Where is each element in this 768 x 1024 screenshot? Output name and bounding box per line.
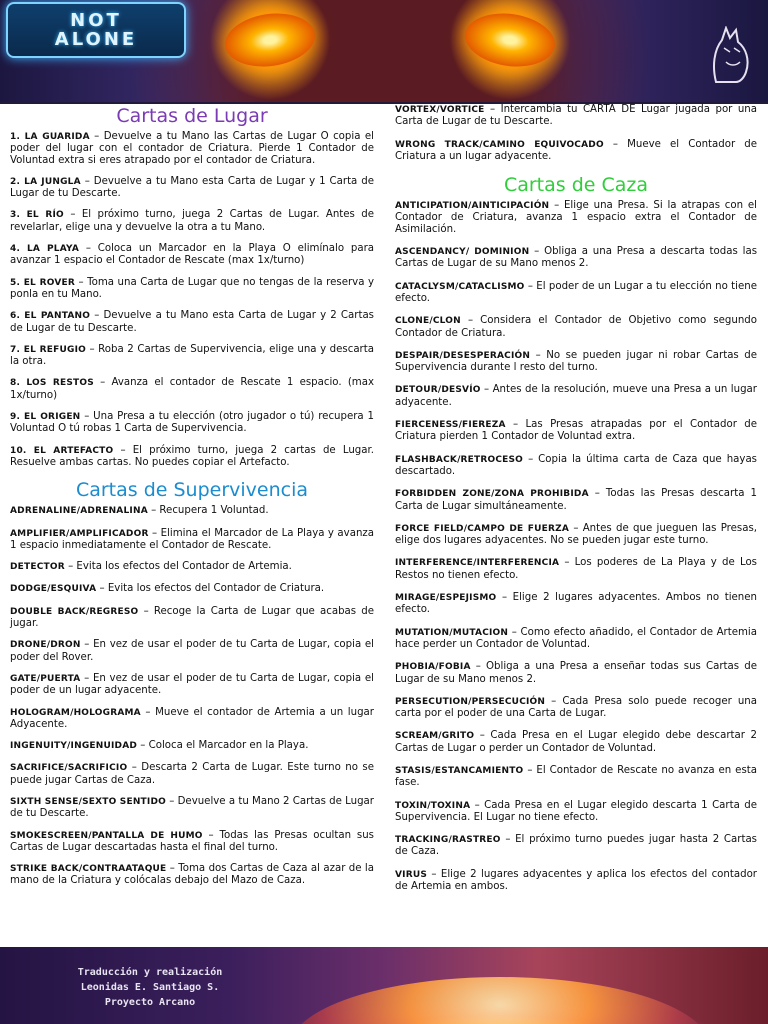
card-name: ADRENALINE/ADRENALINA: [10, 506, 148, 517]
card-entry: [395, 800, 757, 824]
card-entry: [395, 730, 757, 754]
card-name: DODGE/ESQUIVA: [10, 584, 97, 595]
section-title-supervivencia: Cartas de Supervivencia: [75, 479, 309, 502]
game-logo: [6, 2, 186, 58]
card-effect: – Antes de la resolución, mueve una Presa a un lugar adyacente.: [395, 384, 757, 408]
card-name: ASCENDANCY/ DOMINION: [395, 247, 530, 258]
card-name: MUTATION/MUTACION: [395, 627, 509, 638]
credits-line-3: Proyecto Arcano: [104, 997, 196, 1008]
card-entry: [10, 740, 374, 752]
card-name: INTERFERENCE/INTERFERENCIA: [395, 558, 560, 569]
card-effect: – Todas las Presas ocultan sus Cartas de Lugar descartadas hasta el final del turno.: [10, 829, 374, 853]
card-entry: [10, 606, 374, 630]
footer-banner: [0, 947, 768, 1024]
card-name: TRACKING/RASTREO: [395, 835, 501, 846]
card-effect: – Toma dos Cartas de Caza al azar de la mano de la Criatura y colócalas debajo del Mazo de Caza.: [10, 863, 375, 887]
card-name: SCREAM/GRITO: [395, 731, 475, 742]
card-entry: [395, 765, 757, 789]
card-name: CLONE/CLON: [395, 316, 461, 327]
card-entry: [395, 200, 757, 235]
card-name: PHOBIA/FOBIA: [395, 662, 471, 673]
card-name: GATE/PUERTA: [10, 673, 81, 684]
card-name: 2. LA JUNGLA: [10, 176, 81, 187]
card-name: 5. EL ROVER: [10, 277, 75, 288]
card-entry: [10, 528, 374, 552]
card-entry: [10, 377, 374, 401]
header-banner: [0, 0, 768, 104]
card-entry: [395, 454, 757, 478]
card-effect: – Elige 2 lugares adyacentes. Ambos no tienen efecto.: [395, 592, 757, 616]
card-entry: [395, 523, 757, 547]
card-entry: [395, 315, 757, 339]
card-effect: – Recupera 1 Voluntad.: [147, 505, 269, 517]
card-entry: [10, 762, 374, 786]
card-entry: [10, 344, 374, 368]
card-name: DESPAIR/DESESPERACIÓN: [395, 350, 531, 361]
supervivencia-list: [10, 505, 374, 887]
card-entry: [10, 583, 374, 595]
card-effect: – Mueve el contador de Artemia a un lugar Adyacente.: [10, 706, 374, 730]
card-effect: – Roba 2 Cartas de Supervivencia, elige una y descarta la otra.: [10, 343, 374, 368]
card-effect: – Obliga a una Presa a enseñar todas sus Cartas de Lugar de su Mano menos 2.: [395, 661, 757, 685]
card-effect: – Cada Presa en el Lugar elegido descarta 1 Carta de Supervivencia. El Lugar no tiene efecto.: [395, 799, 757, 823]
credits-line-2: Leonidas E. Santiago S.: [80, 982, 220, 993]
card-entry: [10, 673, 374, 697]
card-effect: – El poder de un Lugar a tu elección no tiene efecto.: [395, 280, 757, 304]
card-name: AMPLIFIER/AMPLIFICADOR: [10, 528, 149, 539]
card-name: 8. LOS RESTOS: [10, 378, 94, 389]
card-entry: [10, 310, 374, 334]
credits-line-1: Traducción y realización: [77, 967, 223, 978]
card-name: SACRIFICE/SACRIFICIO: [10, 763, 128, 774]
card-effect: – Descarta 2 Carta de Lugar. Este turno no se puede jugar Cartas de Caza.: [10, 762, 374, 786]
card-effect: – Cada Presa solo puede recoger una carta por el poder de una Carta de Lugar.: [395, 695, 757, 720]
card-effect: – El Contador de Rescate no avanza en esta fase.: [395, 764, 757, 789]
card-effect: – Devuelve a tu Mano las Cartas de Lugar O copia el poder del lugar con el contador de Criatura. Pierde 1 Contador de Voluntad extra si eres atrapado por el contador de Criatura.: [10, 131, 374, 166]
card-effect: – Como efecto añadido, el Contador de Artemia hace perder un Contador de Voluntad.: [395, 626, 757, 650]
card-effect: – Obliga a una Presa a descarta todas las Cartas de Lugar de su Mano menos 2.: [395, 246, 758, 270]
card-entry: [10, 131, 374, 166]
card-entry: [10, 445, 374, 469]
card-effect: – Una Presa a tu elección (otro jugador o tú) recupera 1 Voluntad O tú robas 1 Carta de Supervivencia.: [10, 411, 374, 435]
card-name: FORCE FIELD/CAMPO DE FUERZA: [395, 523, 570, 534]
card-name: DETECTOR: [10, 562, 65, 573]
card-name: VORTEX/VORTICE: [395, 105, 485, 115]
card-name: INGENUITY/INGENUIDAD: [10, 741, 138, 752]
card-entry: [395, 104, 757, 128]
card-name: FORBIDDEN ZONE/ZONA PROHIBIDA: [395, 489, 589, 500]
card-entry: [10, 830, 374, 854]
card-effect: – No se pueden jugar ni robar Cartas de Supervivencia durante l resto del turno.: [395, 349, 757, 374]
card-entry: [395, 661, 757, 685]
card-effect: – Coloca el Marcador en la Playa.: [137, 740, 309, 752]
card-entry: [395, 350, 757, 374]
logo-line-2: ALONE: [54, 29, 138, 50]
right-column: [395, 104, 757, 903]
card-effect: – Elige una Presa. Si la atrapas con el Contador de Criatura, avanza 1 espacio extra el Contador de Asimilación.: [395, 200, 757, 235]
card-effect: – Evita los efectos del Contador de Artemia.: [64, 561, 292, 573]
card-effect: – Las Presas atrapadas por el Contador de Criatura pierden 1 Contador de Voluntad extra.: [395, 419, 757, 443]
card-name: DOUBLE BACK/REGRESO: [10, 606, 139, 617]
card-entry: [395, 834, 757, 858]
card-name: 6. EL PANTANO: [10, 311, 91, 322]
card-name: CATACLYSM/CATACLISMO: [395, 281, 525, 292]
card-effect: – Toma una Carta de Lugar que no tengas de la reserva y ponla en tu Mano.: [10, 276, 374, 300]
card-name: 10. EL ARTEFACTO: [10, 445, 114, 456]
card-entry: [395, 419, 757, 443]
card-effect: – Cada Presa en el Lugar elegido debe descartar 2 Cartas de Lugar o perder un Contador de Voluntad.: [395, 730, 757, 754]
card-effect: – Devuelve a tu Mano esta Carta de Lugar y 2 Cartas de Lugar de tu Descarte.: [10, 310, 374, 334]
card-entry: [395, 246, 757, 270]
card-name: MIRAGE/ESPEJISMO: [395, 593, 497, 604]
card-name: ANTICIPATION/AINTICIPACIÓN: [395, 201, 550, 212]
card-entry: [395, 627, 757, 651]
logo-line-1: NOT: [70, 10, 122, 31]
card-entry: [395, 557, 757, 581]
card-entry: [10, 796, 374, 820]
card-name: STRIKE BACK/CONTRAATAQUE: [10, 864, 167, 875]
card-effect: – En vez de usar el poder de tu Carta de Lugar, copia el poder del Rover.: [10, 639, 374, 663]
card-entry: [10, 561, 374, 573]
card-entry: [10, 243, 374, 267]
card-name: STASIS/ESTANCAMIENTO: [395, 765, 524, 776]
card-name: SMOKESCREEN/PANTALLA DE HUMO: [10, 830, 203, 841]
card-effect: – Elige 2 lugares adyacentes y aplica los efectos del contador de Artemia en ambos.: [395, 868, 757, 893]
card-entry: [10, 277, 374, 301]
wolf-emblem-icon: [706, 26, 754, 84]
creature-eye-left: [222, 8, 318, 72]
card-effect: – Coloca un Marcador en la Playa O elimínalo para avanzar 1 espacio el Contador de Rescate (max 1x/turno): [10, 243, 375, 267]
card-effect: – El próximo turno puedes jugar hasta 2 Cartas de Caza.: [395, 834, 757, 858]
card-effect: – Los poderes de La Playa y de Los Restos no tienen efecto.: [395, 557, 757, 581]
planet-graphic: [290, 977, 710, 1024]
lugar-list: [10, 131, 374, 468]
card-entry: [10, 707, 374, 731]
card-name: FLASHBACK/RETROCESO: [395, 454, 524, 465]
card-name: TOXIN/TOXINA: [395, 800, 471, 811]
card-entry: [395, 869, 757, 893]
card-entry: [10, 411, 374, 435]
card-entry: [395, 281, 757, 305]
card-effect: – Avanza el contador de Rescate 1 espacio. (max 1x/turno): [10, 377, 374, 401]
card-entry: [10, 176, 374, 200]
card-name: PERSECUTION/PERSECUCIÓN: [395, 696, 546, 707]
card-effect: – Recoge la Carta de Lugar que acabas de jugar.: [10, 605, 374, 630]
left-column: [10, 104, 374, 897]
card-name: WRONG TRACK/CAMINO EQUIVOCADO: [395, 139, 604, 150]
card-name: 7. EL REFUGIO: [10, 344, 86, 355]
card-entry: [395, 488, 757, 512]
card-name: VIRUS: [395, 869, 428, 880]
card-name: DRONE/DRON: [10, 640, 81, 651]
card-name: 1. LA GUARIDA: [10, 132, 90, 142]
card-effect: – Mueve el Contador de Criatura a un lugar adyacente.: [395, 138, 757, 162]
card-entry: [395, 384, 757, 408]
card-effect: – Devuelve a tu Mano 2 Cartas de Lugar de tu Descarte.: [10, 795, 374, 820]
card-name: HOLOGRAM/HOLOGRAMA: [10, 707, 141, 718]
card-effect: – El próximo turno, juega 2 cartas de Lugar. Resuelve ambas cartas. No puedes copiar el Artefacto.: [10, 444, 374, 468]
card-effect: – Antes de que jueguen las Presas, elige dos lugares adyacentes. No se pueden jugar este turno.: [395, 522, 757, 547]
card-effect: – El próximo turno, juega 2 Cartas de Lugar. Antes de revelarlar, elige una y devuelve la otra a tu Mano.: [10, 209, 374, 233]
card-name: 9. EL ORIGEN: [10, 412, 81, 423]
section-title-caza: Cartas de Caza: [503, 174, 649, 197]
card-entry: [395, 696, 757, 720]
card-name: FIERCENESS/FIEREZA: [395, 420, 506, 431]
card-entry: [395, 139, 757, 163]
card-effect: – Considera el Contador de Objetivo como segundo Contador de Criatura.: [395, 315, 757, 339]
caza-list: [395, 200, 757, 892]
card-name: DETOUR/DESVÍO: [395, 385, 481, 396]
card-effect: – Todas las Presas descarta 1 Carta de Lugar simultáneamente.: [395, 488, 757, 512]
card-entry: [395, 592, 757, 616]
card-name: 3. EL RÍO: [10, 210, 64, 221]
card-name: 4. LA PLAYA: [10, 244, 80, 255]
card-effect: – Copia la última carta de Caza que hayas descartado.: [395, 453, 757, 477]
card-entry: [10, 639, 374, 663]
card-entry: [10, 209, 374, 233]
creature-eye-right: [462, 8, 558, 72]
section-title-lugar: Cartas de Lugar: [116, 105, 268, 127]
card-effect: – En vez de usar el poder de tu Carta de Lugar, copia el poder de un lugar adyacente.: [10, 672, 374, 697]
card-effect: – Elimina el Marcador de La Playa y avanza 1 espacio inmediatamente el Contador de Rescate.: [10, 527, 374, 551]
card-entry: [10, 505, 374, 517]
credits: [60, 965, 240, 1010]
supervivencia-continued-list: [395, 104, 757, 162]
card-effect: – Devuelve a tu Mano esta Carta de Lugar y 1 Carta de Lugar de tu Descarte.: [10, 175, 374, 200]
card-effect: – Evita los efectos del Contador de Criatura.: [96, 583, 325, 595]
card-effect: – Intercambia tu CARTA DE Lugar jugada por una Carta de Lugar de tu Descarte.: [395, 104, 757, 128]
card-entry: [10, 863, 374, 887]
card-name: SIXTH SENSE/SEXTO SENTIDO: [10, 796, 166, 807]
